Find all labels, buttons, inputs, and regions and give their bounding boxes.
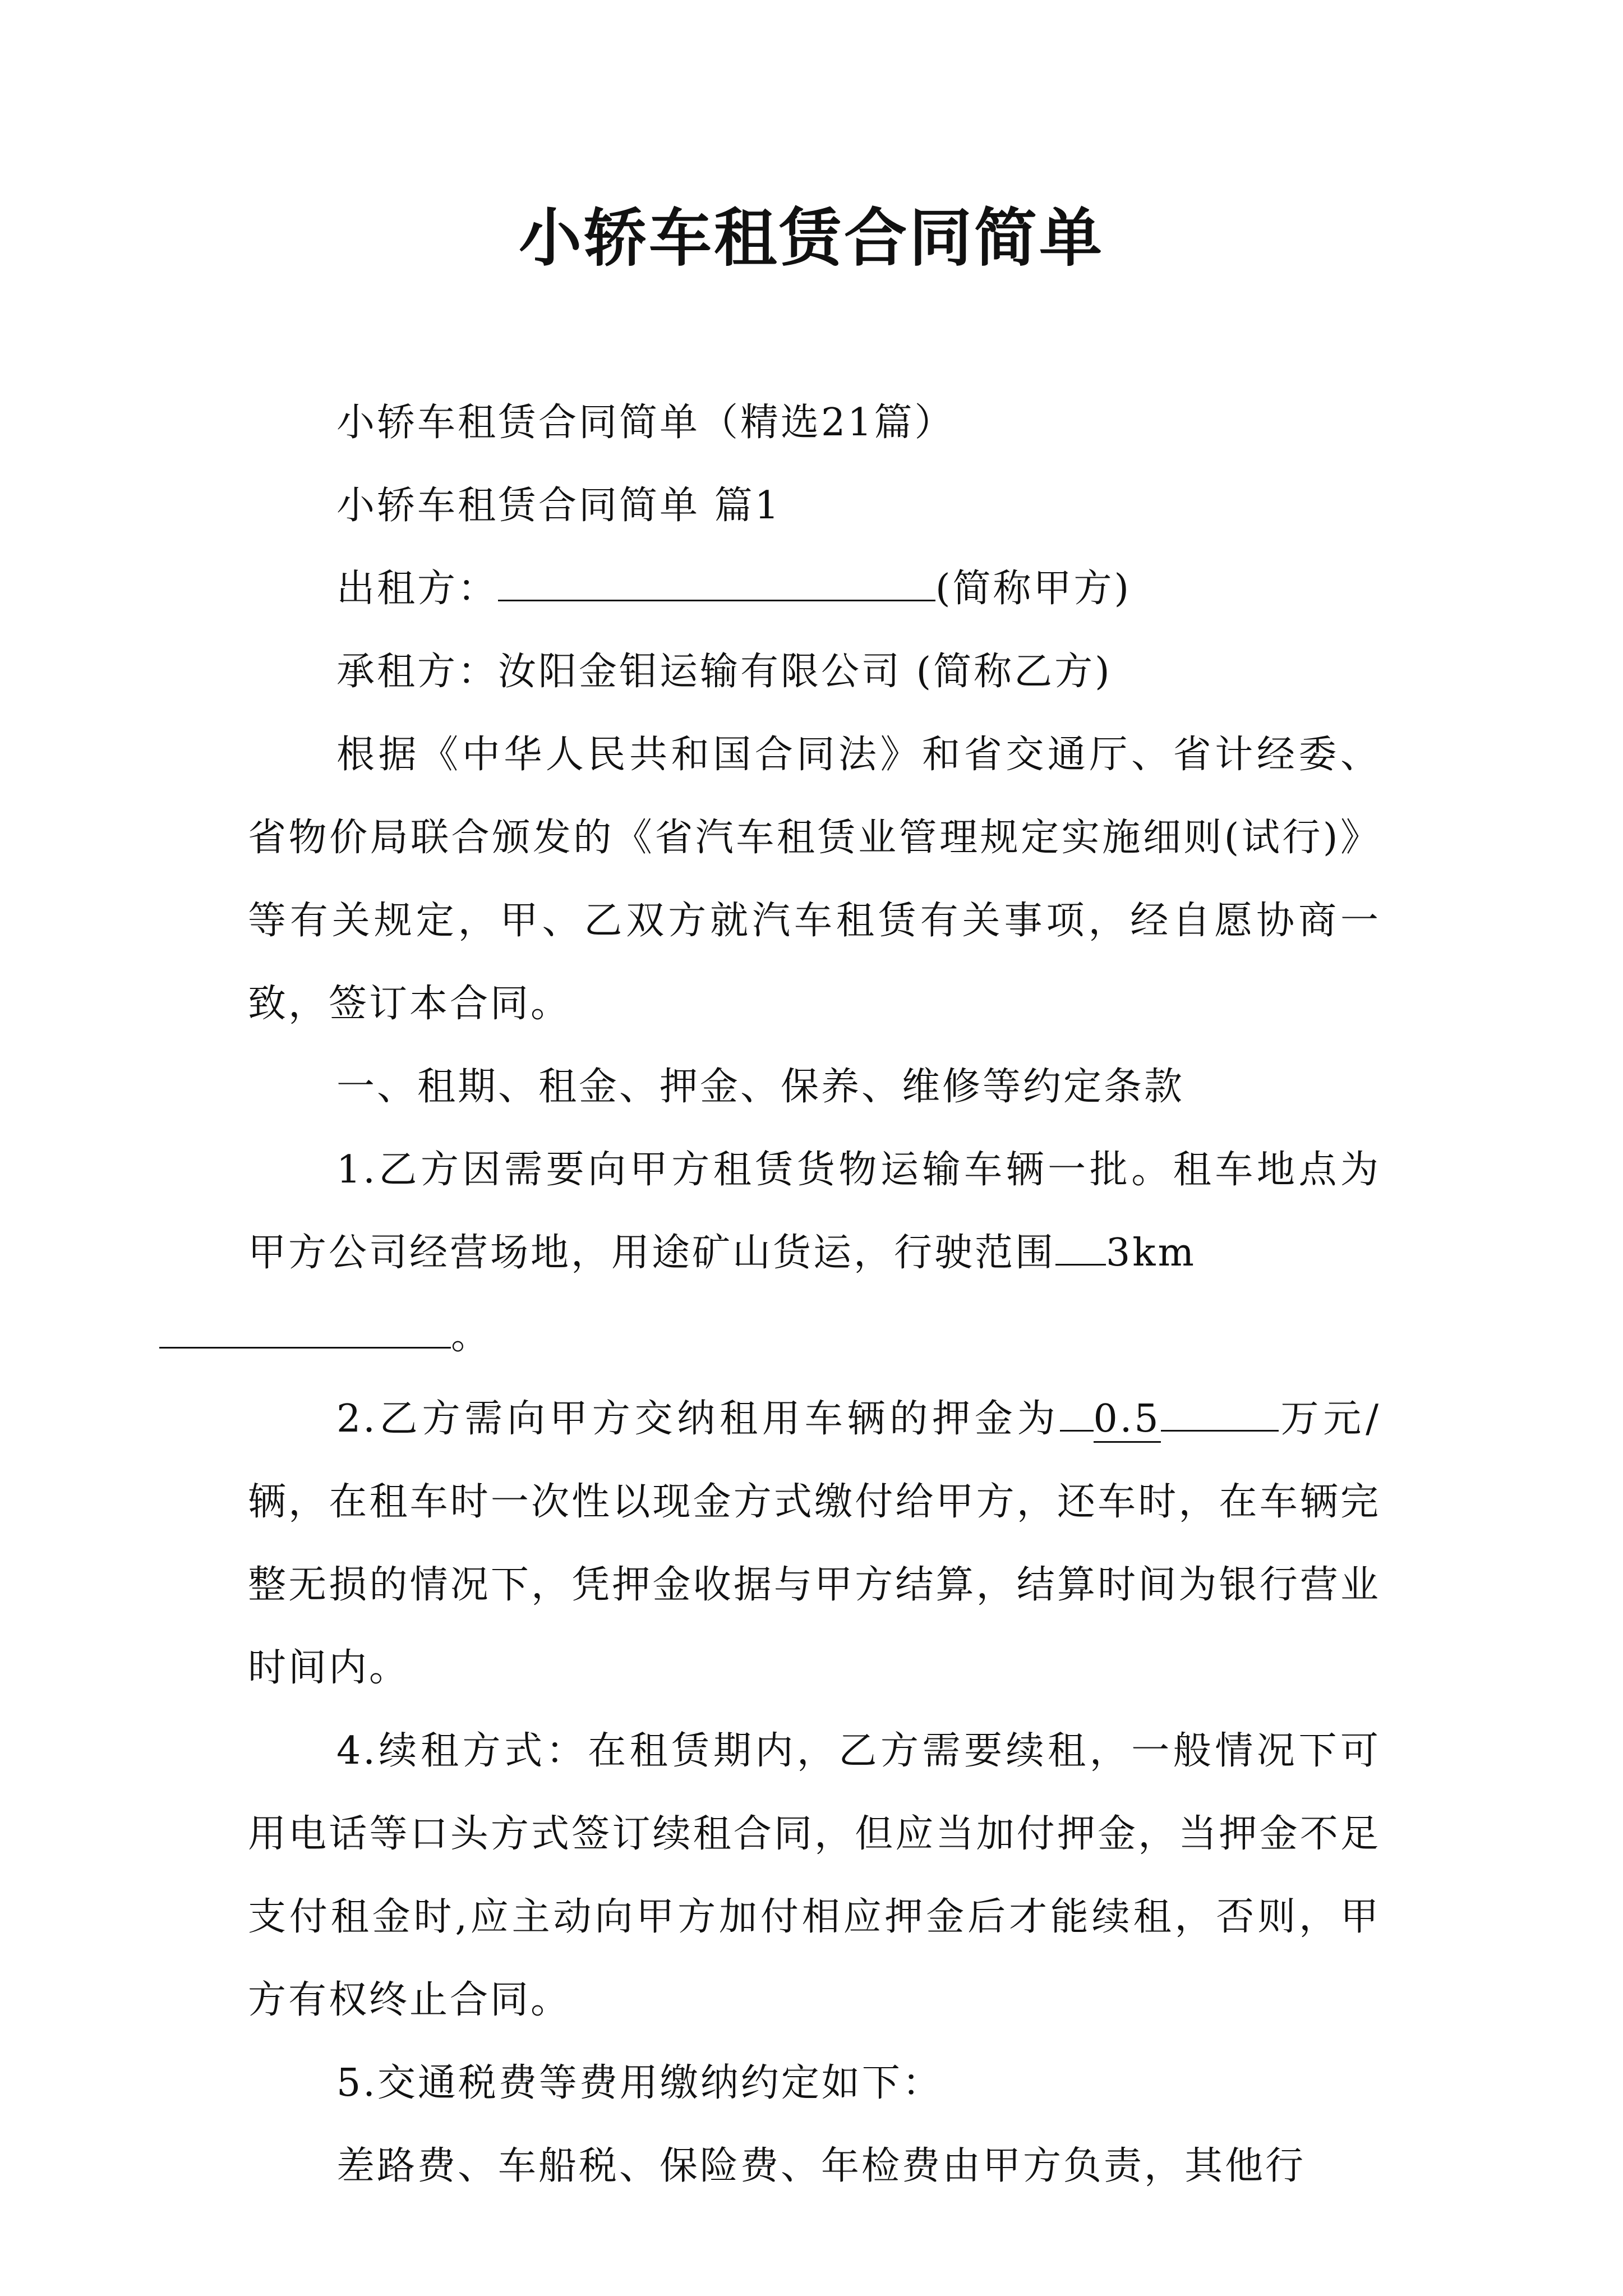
lessee-line [248,631,1381,714]
lessee-value: 汝阳金钼运输有限公司 [498,650,902,694]
item-1-value: 3km [1106,1231,1196,1275]
lessor-blank [498,564,935,601]
lessee-suffix: (简称乙方) [902,650,1112,694]
item-1-paragraph [248,1129,1381,1378]
item-5-detail: 差路费、车船税、保险费、年检费由甲方负责，其他行 [336,2144,1306,2188]
document-title: 小轿车租赁合同简单 [519,201,1104,275]
preamble-paragraph: 根据《中华人民共和国合同法》和省交通厅、省计经委、省物价局联合颁发的《省汽车租赁业管理规定实施细则(试行)》等有关规定，甲、乙双方就汽车租赁有关事项，经自愿协商一致，签订本合同。 [248,733,1381,1026]
item-2-paragraph [248,1378,1381,1710]
item-4-paragraph: 4.续租方式：在租赁期内，乙方需要续租，一般情况下可用电话等口头方式签订续租合同，但应当加付押金，当押金不足支付租金时,应主动向甲方加付相应押金后才能续租，否则，甲方有权终止合同。 [248,1729,1381,2022]
clause-heading: 一、租期、租金、押金、保养、维修等约定条款 [336,1065,1185,1109]
subtitle: 小轿车租赁合同简单（精选21篇） [336,401,955,445]
lessor-suffix: (简称甲方) [935,567,1132,611]
item-1-blank-lead [1055,1228,1106,1266]
lessee-label: 承租方： [336,650,499,694]
item-2-after: 万元/辆，在租车时一次性以现金方式缴付给甲方，还车时，在车辆完整无损的情况下，凭押金收据与甲方结算，结算时间为银行营业时间内。 [248,1397,1381,1690]
item-2-blank-tail [1161,1394,1279,1432]
lessor-line [248,547,1381,631]
lessor-label: 出租方： [336,567,499,611]
item-5-paragraph: 5.交通税费等费用缴纳约定如下： [336,2061,943,2105]
item-1-end: 。 [451,1314,492,1358]
item-2-blank-lead [1060,1394,1094,1432]
item-2-value: 0.5 [1094,1397,1161,1443]
item-2-before: 2.乙方需向甲方交纳租用车辆的押金为 [336,1397,1060,1441]
item-1-blank-tail [159,1311,451,1349]
section-heading: 小轿车租赁合同简单 篇1 [336,484,781,528]
item-1-text: 1.乙方因需要向甲方租赁货物运输车辆一批。租车地点为甲方公司经营场地，用途矿山货运，行驶范围 [248,1148,1381,1275]
document-body [248,381,1381,2208]
